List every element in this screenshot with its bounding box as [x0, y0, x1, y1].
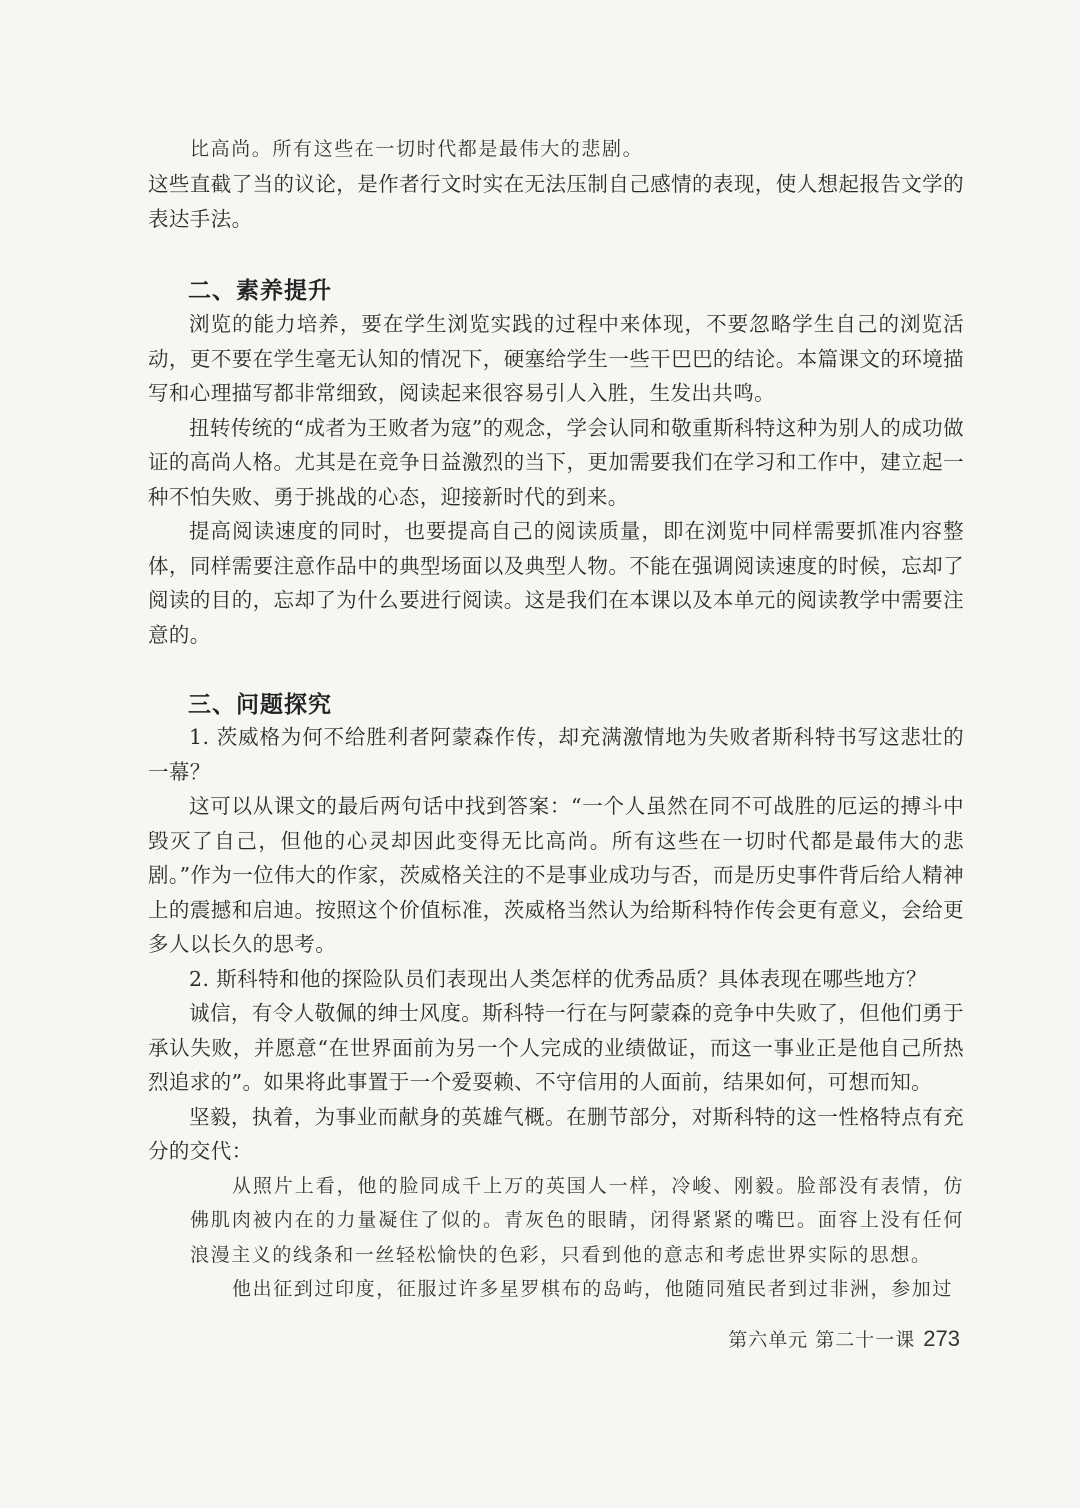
paragraph: 扭转传统的“成者为王败者为寇”的观念，学会认同和敬重斯科特这种为别人的成功做证的高尚人格。尤其是在竞争日益激烈的当下，更加需要我们在学习和工作中，建立起一种不怕失败、勇于挑战的心态，迎接新时代的到来。	[148, 415, 964, 509]
section-inquiry-body	[148, 720, 964, 1307]
quote-continuation: 比高尚。所有这些在一切时代都是最伟大的悲剧。	[190, 138, 644, 160]
question-1: 1. 茨威格为何不给胜利者阿蒙森作传，却充满激情地为失败者斯科特书写这悲壮的一幕？	[148, 725, 964, 784]
question-2: 2. 斯科特和他的探险队员们表现出人类怎样的优秀品质？具体表现在哪些地方？	[189, 966, 927, 991]
commentary-paragraph: 这些直截了当的议论，是作者行文时实在无法压制自己感情的表现，使人想起报告文学的表达手法。	[148, 172, 964, 231]
quoted-excerpt-2: 他出征到过印度，征服过许多星罗棋布的岛屿，他随同殖民者到过非洲，参加过	[232, 1278, 954, 1300]
answer-2-paragraph-2: 坚毅，执着，为事业而献身的英雄气概。在删节部分，对斯科特的这一性格特点有充分的交代：	[148, 1104, 964, 1163]
quoted-excerpt-1: 从照片上看，他的脸同成千上万的英国人一样，冷峻、刚毅。脸部没有表情，仿佛肌肉被内在的力量凝住了似的。青灰色的眼睛，闭得紧紧的嘴巴。面容上没有任何浪漫主义的线条和一丝轻松愉快的色彩，只看到他的意志和考虑世界实际的思想。	[190, 1174, 964, 1266]
paragraph: 浏览的能力培养，要在学生浏览实践的过程中来体现，不要忽略学生自己的浏览活动，更不要在学生毫无认知的情况下，硬塞给学生一些干巴巴的结论。本篇课文的环境描写和心理描写都非常细致，阅读起来很容易引人入胜，生发出共鸣。	[148, 312, 964, 405]
answer-1: 这可以从课文的最后两句话中找到答案：“一个人虽然在同不可战胜的厄运的搏斗中毁灭了自己，但他的心灵却因此变得无比高尚。所有这些在一切时代都是最伟大的悲剧。”作为一位伟大的作家，茨威格关注的不是事业成功与否，而是历史事件背后给人精神上的震撼和启迪。按照这个价值标准，茨威格当然认为给斯科特作传会更有意义，会给更多人以长久的思考。	[148, 794, 964, 956]
page-footer	[728, 1325, 960, 1352]
page-number: 273	[923, 1326, 960, 1351]
section-heading-inquiry: 三、问题探究	[188, 692, 332, 718]
answer-2-paragraph-1: 诚信，有令人敬佩的绅士风度。斯科特一行在与阿蒙森的竞争中失败了，但他们勇于承认失败，并愿意“在世界面前为另一个人完成的业绩做证，而这一事业正是他自己所热烈追求的”。如果将此事置于一个爱耍赖、不守信用的人面前，结果如何，可想而知。	[148, 1001, 964, 1094]
section-heading-literacy: 二、素养提升	[188, 278, 332, 304]
section-literacy-body	[148, 307, 964, 652]
unit-lesson-label: 第六单元 第二十一课	[728, 1329, 916, 1351]
paragraph: 提高阅读速度的同时，也要提高自己的阅读质量，即在浏览中同样需要抓准内容整体，同样需要注意作品中的典型场面以及典型人物。不能在强调阅读速度的时候，忘却了阅读的目的，忘却了为什么要进行阅读。这是我们在本课以及本单元的阅读教学中需要注意的。	[148, 519, 964, 647]
